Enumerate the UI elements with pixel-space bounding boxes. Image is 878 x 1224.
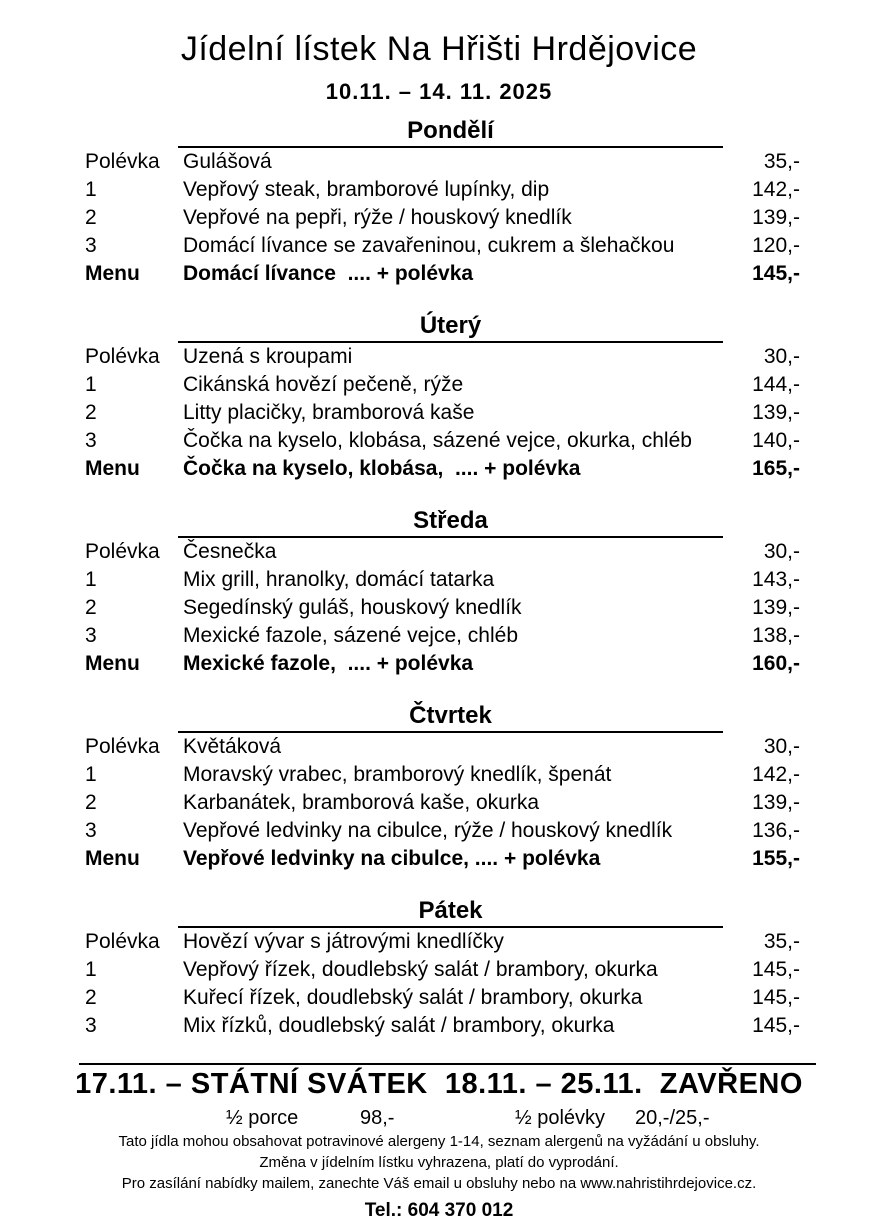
row-label: Menu — [85, 262, 140, 285]
menu-row — [0, 371, 878, 399]
dish-price: 144,- — [752, 373, 800, 396]
menu-row — [0, 594, 878, 622]
dish-price: 142,- — [752, 763, 800, 786]
dish-name: Hovězí vývar s játrovými knedlíčky — [183, 930, 504, 953]
dish-price: 160,- — [752, 652, 800, 675]
email-note: Pro zasílání nabídky mailem, zanechte Váš email u obsluhy nebo na www.nahristihrdejovice.cz. — [121, 1175, 757, 1192]
menu-row — [0, 761, 878, 789]
day-heading-wednesday: Středa — [413, 507, 488, 534]
half-soup-price: 20,-/25,- — [635, 1107, 710, 1129]
dish-name: Domácí lívance se zavařeninou, cukrem a šlehačkou — [183, 234, 675, 257]
day-section-friday — [0, 896, 878, 1040]
menu-row-daily-menu — [0, 260, 878, 288]
dish-price: 136,- — [752, 819, 800, 842]
dish-name: Mix grill, hranolky, domácí tatarka — [183, 568, 495, 591]
menu-row-daily-menu — [0, 650, 878, 678]
menu-row — [0, 427, 878, 455]
dish-price: 30,- — [763, 345, 800, 368]
phone-number: Tel.: 604 370 012 — [364, 1200, 514, 1221]
dish-name: Čočka na kyselo, klobása, sázené vejce, okurka, chléb — [183, 429, 692, 452]
menu-row — [0, 399, 878, 427]
row-label: 3 — [85, 234, 97, 257]
day-heading-thursday: Čtvrtek — [409, 702, 492, 729]
row-label: 1 — [85, 568, 97, 591]
menu-row — [0, 789, 878, 817]
row-label: 2 — [85, 596, 97, 619]
dish-price: 139,- — [752, 206, 800, 229]
day-heading-monday: Pondělí — [407, 117, 494, 144]
row-label: Polévka — [85, 345, 160, 368]
dish-price: 145,- — [752, 958, 800, 981]
row-label: Polévka — [85, 735, 160, 758]
dish-price: 145,- — [752, 262, 800, 285]
change-note: Změna v jídelním lístku vyhrazena, platí do vyprodání. — [259, 1154, 619, 1171]
dish-name: Vepřový řízek, doudlebský salát / brambory, okurka — [183, 958, 658, 981]
day-section-monday — [0, 116, 878, 288]
menu-row — [0, 538, 878, 566]
day-heading-friday: Pátek — [418, 897, 483, 924]
menu-row — [0, 204, 878, 232]
menu-row — [0, 232, 878, 260]
row-label: Polévka — [85, 930, 160, 953]
dish-name: Květáková — [183, 735, 282, 758]
allergen-note: Tato jídla mohou obsahovat potravinové alergeny 1-14, seznam alergenů na vyžádání u obsluhy. — [118, 1133, 760, 1150]
menu-row-daily-menu — [0, 455, 878, 483]
row-label: Polévka — [85, 540, 160, 563]
dish-price: 30,- — [763, 540, 800, 563]
dish-price: 35,- — [763, 150, 800, 173]
dish-name: Česnečka — [183, 540, 277, 563]
dish-name: Mexické fazole, sázené vejce, chléb — [183, 624, 519, 647]
row-label: 3 — [85, 819, 97, 842]
row-label: 3 — [85, 429, 97, 452]
dish-price: 155,- — [752, 847, 800, 870]
dish-price: 142,- — [752, 178, 800, 201]
row-label: Menu — [85, 457, 140, 480]
menu-row-daily-menu — [0, 845, 878, 873]
dish-name: Litty placičky, bramborová kaše — [183, 401, 475, 424]
dish-name: Čočka na kyselo, klobása, .... + polévka — [183, 457, 581, 480]
menu-row — [0, 817, 878, 845]
day-heading-tuesday: Úterý — [419, 312, 482, 339]
dish-name: Cikánská hovězí pečeně, rýže — [183, 373, 464, 396]
closed-notice: 17.11. – STÁTNÍ SVÁTEK 18.11. – 25.11. ZAVŘENO — [75, 1068, 803, 1100]
dish-name: Vepřové na pepři, rýže / houskový knedlík — [183, 206, 572, 229]
dish-price: 30,- — [763, 735, 800, 758]
menu-row — [0, 733, 878, 761]
dish-price: 139,- — [752, 401, 800, 424]
dish-price: 145,- — [752, 1014, 800, 1037]
menu-row — [0, 1012, 878, 1040]
row-label: 1 — [85, 373, 97, 396]
dish-price: 139,- — [752, 596, 800, 619]
row-label: 2 — [85, 401, 97, 424]
row-label: 3 — [85, 624, 97, 647]
menu-row — [0, 148, 878, 176]
dish-price: 120,- — [752, 234, 800, 257]
day-section-tuesday — [0, 311, 878, 483]
half-portion-line — [0, 1106, 878, 1130]
row-label: 1 — [85, 958, 97, 981]
dish-name: Domácí lívance .... + polévka — [183, 262, 474, 285]
dish-price: 138,- — [752, 624, 800, 647]
row-label: 1 — [85, 763, 97, 786]
dish-price: 140,- — [752, 429, 800, 452]
dish-price: 139,- — [752, 791, 800, 814]
menu-row — [0, 928, 878, 956]
dish-price: 145,- — [752, 986, 800, 1009]
dish-name: Gulášová — [183, 150, 272, 173]
page-title: Jídelní lístek Na Hřišti Hrdějovice — [180, 30, 698, 68]
menu-row — [0, 343, 878, 371]
date-range: 10.11. – 14. 11. 2025 — [325, 79, 553, 104]
dish-name: Mexické fazole, .... + polévka — [183, 652, 474, 675]
row-label: 1 — [85, 178, 97, 201]
row-label: 2 — [85, 206, 97, 229]
day-section-thursday — [0, 701, 878, 873]
row-label: 2 — [85, 986, 97, 1009]
half-portion-price: 98,- — [360, 1107, 395, 1129]
dish-name: Karbanátek, bramborová kaše, okurka — [183, 791, 540, 814]
row-label: Polévka — [85, 150, 160, 173]
dish-name: Vepřové ledvinky na cibulce, .... + polévka — [183, 847, 601, 870]
row-label: 3 — [85, 1014, 97, 1037]
dish-name: Moravský vrabec, bramborový knedlík, špenát — [183, 763, 612, 786]
dish-price: 35,- — [763, 930, 800, 953]
half-soup-label: ½ polévky — [515, 1107, 606, 1129]
dish-price: 143,- — [752, 568, 800, 591]
menu-row — [0, 176, 878, 204]
dish-name: Kuřecí řízek, doudlebský salát / brambory, okurka — [183, 986, 643, 1009]
menu-row — [0, 984, 878, 1012]
menu-row — [0, 622, 878, 650]
dish-name: Uzená s kroupami — [183, 345, 353, 368]
row-label: Menu — [85, 847, 140, 870]
row-label: 2 — [85, 791, 97, 814]
dish-name: Mix řízků, doudlebský salát / brambory, okurka — [183, 1014, 615, 1037]
row-label: Menu — [85, 652, 140, 675]
dish-price: 165,- — [752, 457, 800, 480]
day-section-wednesday — [0, 506, 878, 678]
dish-name: Vepřové ledvinky na cibulce, rýže / houskový knedlík — [183, 819, 673, 842]
dish-name: Segedínský guláš, houskový knedlík — [183, 596, 522, 619]
menu-row — [0, 956, 878, 984]
half-portion-label: ½ porce — [226, 1107, 299, 1129]
dish-name: Vepřový steak, bramborové lupínky, dip — [183, 178, 550, 201]
menu-row — [0, 566, 878, 594]
footer-divider — [79, 1063, 816, 1065]
